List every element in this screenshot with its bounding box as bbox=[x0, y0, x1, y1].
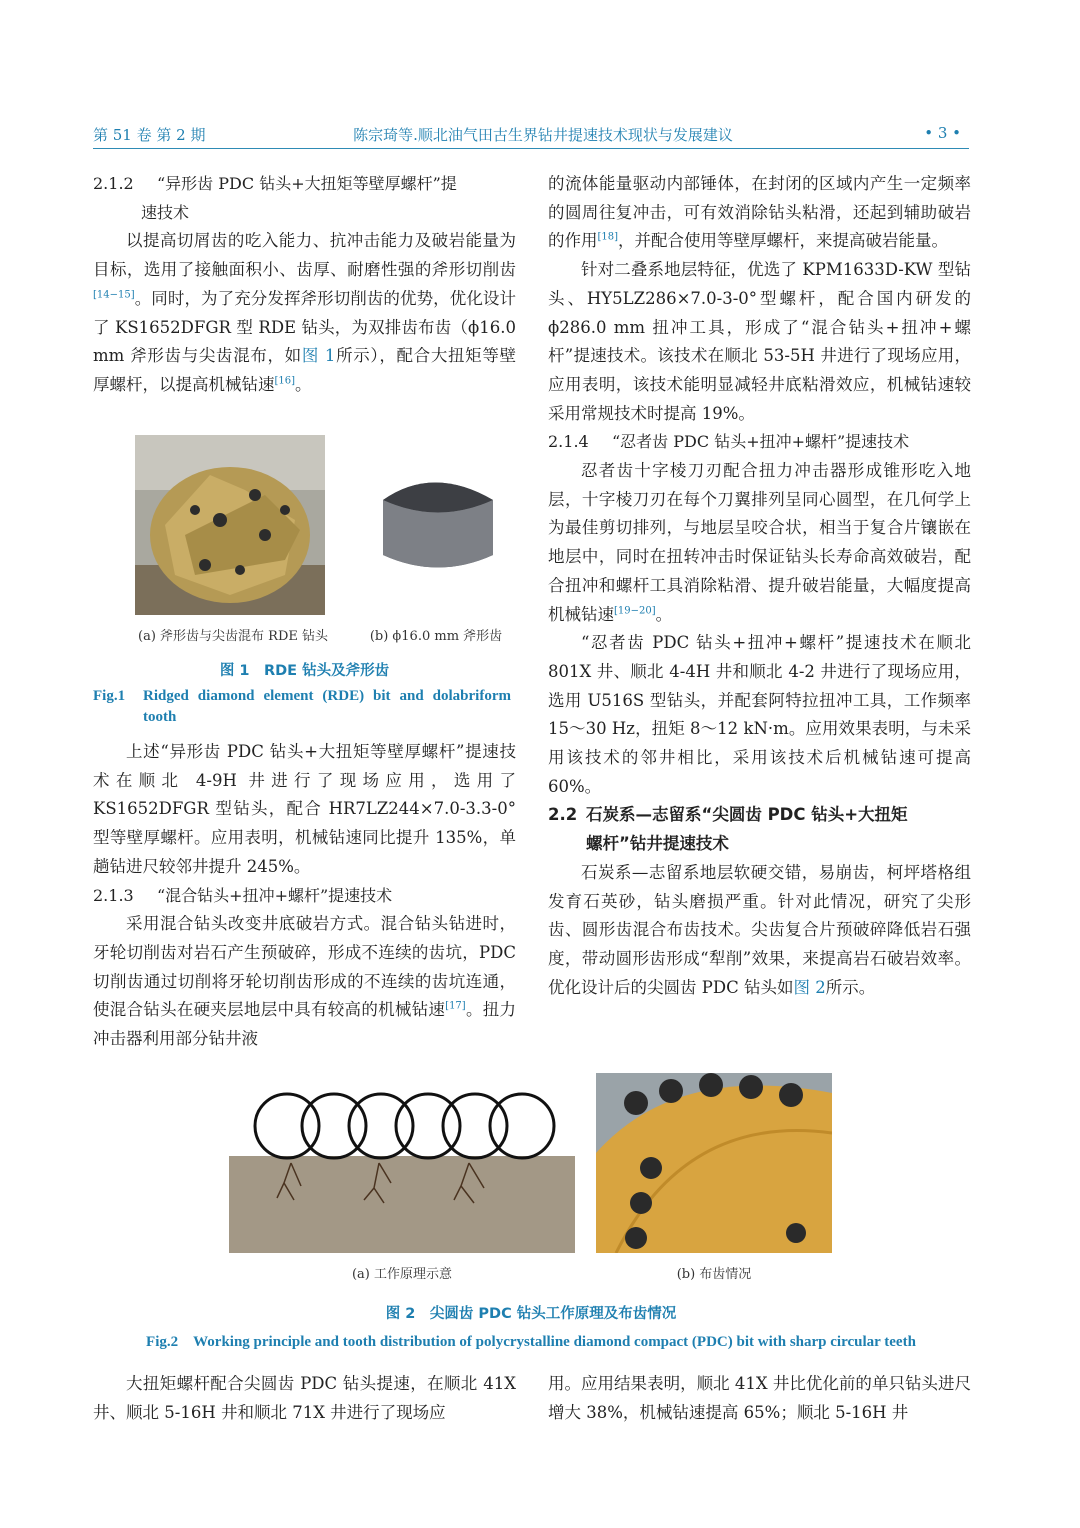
paragraph: 针对二叠系地层特征，优选了 KPM1633D-KW 型钻头、HY5LZ286×7.0-3-0°型螺杆，配合国内研发的 ϕ286.0 mm 扭冲工具，形成了“混合钻头+扭冲+螺杆”提速技术。该技术在顺北 53-5H 井进行了现场应用，应用表明，该技术能明显减轻井底粘滑效应，机械钻速较采用常规技术时提高 19%。 bbox=[548, 260, 971, 423]
tooth-distribution-render bbox=[596, 1073, 832, 1253]
text: 。 bbox=[655, 604, 673, 624]
figure-link[interactable]: 图 1 bbox=[301, 346, 336, 366]
left-column-lower bbox=[93, 738, 516, 1054]
paragraph bbox=[548, 859, 971, 1003]
page-number: • 3 • bbox=[924, 124, 961, 142]
bottom-right-paragraph bbox=[548, 1370, 971, 1427]
section-number: 2.1.3 bbox=[93, 885, 134, 905]
figure-label: Fig.1 bbox=[93, 688, 126, 704]
citation-link[interactable]: [18] bbox=[597, 231, 619, 243]
section-number: 2.1.4 bbox=[548, 432, 589, 452]
text: 。 bbox=[295, 374, 312, 394]
journal-issue: 第 51 卷 第 2 期 bbox=[93, 126, 206, 144]
citation-link[interactable]: [16] bbox=[274, 375, 296, 387]
text: 石炭系—志留系地层软硬交错，易崩齿，柯坪塔格组发育石英砂，钻头磨损严重。针对此情况，研究了尖形齿、圆形齿混合布齿技术。尖齿复合片预破碎降低岩石强度，带动圆形齿形成“犁削”效果，来提高岩石破岩效率。优化设计后的尖圆齿 PDC 钻头如 bbox=[548, 862, 971, 997]
rde-bit-photo bbox=[135, 435, 325, 615]
running-header bbox=[93, 122, 969, 149]
section-heading-2-2 bbox=[548, 801, 971, 858]
figure-caption-cn: 图 2 尖圆齿 PDC 钻头工作原理及布齿情况 bbox=[385, 1306, 677, 1322]
paragraph: 大扭矩螺杆配合尖圆齿 PDC 钻头提速，在顺北 41X 井、顺北 5-16H 井和顺北 71X 井进行了现场应 bbox=[93, 1374, 516, 1422]
section-title: “混合钻头+扭冲+螺杆”提速技术 bbox=[157, 885, 393, 905]
subfigure-caption-a: (a) 斧形齿与尖齿混布 RDE 钻头 bbox=[138, 629, 328, 644]
working-principle-diagram bbox=[229, 1088, 575, 1253]
text: ，并配合使用等壁厚螺杆，来提高破岩能量。 bbox=[618, 231, 949, 251]
text: 。扭力冲击器利用部分钻井液 bbox=[93, 1000, 517, 1049]
citation-link[interactable]: [14−15] bbox=[93, 289, 135, 301]
text: 所示），配合大扭矩等壁厚螺杆，以提高机械钻速 bbox=[93, 346, 516, 394]
bottom-left-paragraph bbox=[93, 1370, 516, 1427]
paragraph bbox=[548, 170, 971, 256]
subfigure-caption-a: (a) 工作原理示意 bbox=[351, 1267, 453, 1282]
section-number: 2.1.2 bbox=[93, 174, 134, 193]
section-number: 2.2 bbox=[548, 805, 578, 825]
left-column bbox=[93, 170, 516, 400]
section-heading-2-1-2 bbox=[93, 170, 516, 227]
figure-caption-en: Fig.2 Working principle and tooth distribution of polycrystalline diamond compact (PDC) bit with sharp circular teeth bbox=[146, 1334, 916, 1350]
paragraph bbox=[93, 227, 516, 399]
citation-link[interactable]: [17] bbox=[445, 1000, 466, 1012]
text: 采用混合钻头改变井底破岩方式。混合钻头钻进时，牙轮切削齿对岩石产生预破碎，形成不连续的齿坑，PDC 切削齿通过切削将牙轮切削齿形成的不连续的齿坑连通，使混合钻头在硬夹层地层中具有较高的机械钻速 bbox=[93, 914, 516, 1020]
running-title: 陈宗琦等.顺北油气田古生界钻井提速技术现状与发展建议 bbox=[353, 126, 733, 144]
paragraph bbox=[548, 457, 971, 629]
text: 以提高切屑齿的吃入能力、抗冲击能力及破岩能量为目标，选用了接触面积小、齿厚、耐磨性强的斧形切削齿 bbox=[93, 231, 516, 280]
section-title-continued: 速技术 bbox=[141, 202, 190, 222]
paragraph bbox=[93, 910, 516, 1054]
figure-caption-en bbox=[93, 686, 516, 728]
section-title: “忍者齿 PDC 钻头+扭冲+螺杆”提速技术 bbox=[612, 432, 910, 452]
text: 忍者齿十字棱刀刃配合扭力冲击器形成锥形吃入地层，十字棱刀刃在每个刀翼排列呈同心圆型，在几何学上为最佳剪切排列，与地层呈咬合状，相当于复合片镶嵌在地层中，同时在扭转冲击时保证钻头长寿命高效破岩，配合扭冲和螺杆工具消除粘滑、提升破岩能量，大幅度提高机械钻速 bbox=[548, 461, 971, 624]
subfigure-caption-b: (b) 布齿情况 bbox=[676, 1267, 752, 1282]
figure-1 bbox=[93, 435, 516, 735]
paragraph: 上述“异形齿 PDC 钻头+大扭矩等壁厚螺杆”提速技术在顺北 4-9H 井进行了现场应用，选用了 KS1652DFGR 型钻头，配合 HR7LZ244×7.0-3.3-0°型等壁厚螺杆。应用表明，机械钻速同比提升 135%，单趟钻进尺较邻井提升 245%。 bbox=[93, 742, 516, 876]
figure-caption-cn: 图 1 RDE 钻头及斧形齿 bbox=[219, 663, 390, 679]
paragraph: 用。应用结果表明，顺北 41X 井比优化前的单只钻头进尺增大 38%，机械钻速提高 65%；顺北 5-16H 井 bbox=[548, 1374, 971, 1422]
text: 所示。 bbox=[825, 977, 876, 997]
paragraph: “忍者齿 PDC 钻头+扭冲+螺杆”提速技术在顺北 801X 井、顺北 4-4H 井和顺北 4-2 井进行了现场应用，选用 U516S 型钻头，并配套阿特拉扭冲工具，工作频率 15～30 Hz，扭矩 8～12 kN·m。应用效果表明，与未采用该技术的邻井相比，采用该技术后机械钻速可提高 60%。 bbox=[548, 633, 971, 796]
subfigure-caption-b: (b) ϕ16.0 mm 斧形齿 bbox=[369, 629, 503, 644]
text: 的流体能量驱动内部锤体，在封闭的区域内产生一定频率的圆周往复冲击，可有效消除钻头粘滑，还起到辅助破岩的作用 bbox=[548, 174, 971, 251]
section-title: 石炭系—志留系“尖圆齿 PDC 钻头+大扭矩 bbox=[586, 805, 908, 825]
dolabriform-tooth-render bbox=[373, 470, 503, 580]
section-title: “异形齿 PDC 钻头+大扭矩等壁厚螺杆”提 bbox=[157, 174, 457, 193]
right-column bbox=[548, 170, 971, 1002]
section-title-continued: 螺杆”钻井提速技术 bbox=[586, 834, 729, 854]
section-heading-2-1-3 bbox=[93, 882, 516, 911]
figure-link[interactable]: 图 2 bbox=[793, 977, 826, 997]
text: 。同时，为了充分发挥斧形切削齿的优势，优化设计了 KS1652DFGR 型 RDE 钻头，为双排齿布齿（ϕ16.0 mm 斧形齿与尖齿混布，如 bbox=[93, 288, 516, 366]
figure-caption-text: Ridged diamond element (RDE) bit and dolabriform tooth bbox=[143, 688, 511, 725]
citation-link[interactable]: [19−20] bbox=[614, 605, 656, 617]
section-heading-2-1-4 bbox=[548, 428, 971, 457]
